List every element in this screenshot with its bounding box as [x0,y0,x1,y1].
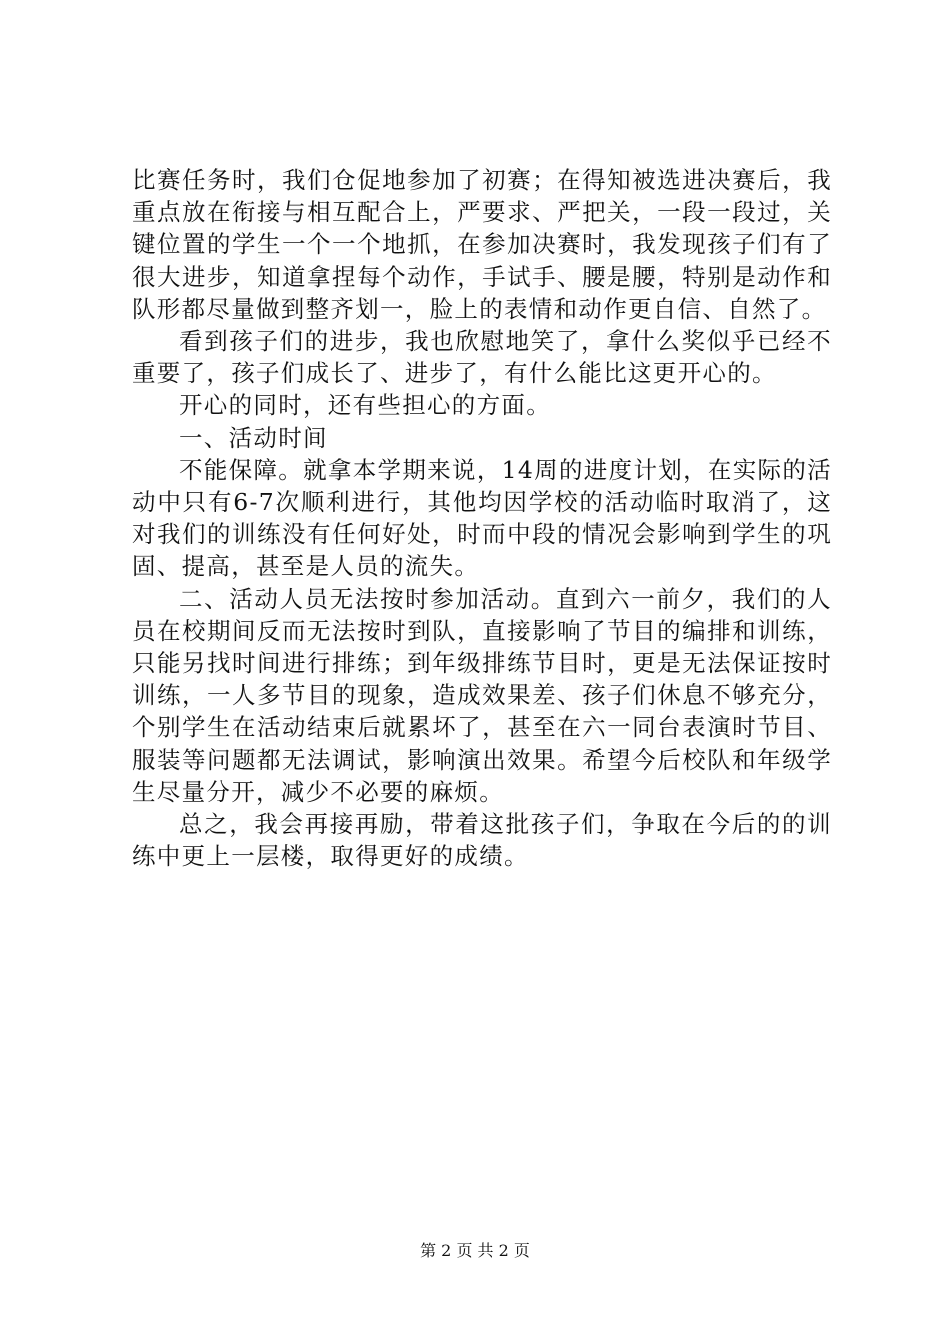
heading-activity-time: 一、活动时间 [179,423,328,452]
paragraph-attendance: 二、活动人员无法按时参加活动。直到六一前夕，我们的人员在校期间反而无法按时到队，直接影响了节目的编排和训练，只能另找时间进行排练；到年级排练节目时，更是无法保证按时训练，一人多节目的现象，造成效果差、孩子们休息不够充分，个别学生在活动结束后就累坏了，甚至在六一同台表演时节目、服装等问题都无法调试，影响演出效果。希望今后校队和年级学生尽量分开，减少不必要的麻烦。 [132,584,832,806]
paragraph-conclusion: 总之，我会再接再励，带着这批孩子们，争取在今后的的训练中更上一层楼，取得更好的成绩。 [132,810,832,871]
page-number-footer: 第 2 页 共 2 页 [420,1241,530,1260]
document-body [132,164,832,872]
paragraph-time-guarantee: 不能保障。就拿本学期来说，14周的进度计划，在实际的活动中只有6-7次顺利进行，其他均因学校的活动临时取消了，这对我们的训练没有任何好处，时而中段的情况会影响到学生的巩固、提高，甚至是人员的流失。 [132,455,832,581]
paragraph-concerns-intro: 开心的同时，还有些担心的方面。 [179,391,551,420]
paragraph-progress: 看到孩子们的进步，我也欣慰地笑了，拿什么奖似乎已经不重要了，孩子们成长了、进步了，有什么能比这更开心的。 [132,327,832,388]
paragraph-continuation: 比赛任务时，我们仓促地参加了初赛；在得知被选进决赛后，我重点放在衔接与相互配合上，严要求、严把关，一段一段过，关键位置的学生一个一个地抓，在参加决赛时，我发现孩子们有了很大进步，知道拿捏每个动作，手试手、腰是腰，特别是动作和队形都尽量做到整齐划一，脸上的表情和动作更自信、自然了。 [132,166,832,323]
